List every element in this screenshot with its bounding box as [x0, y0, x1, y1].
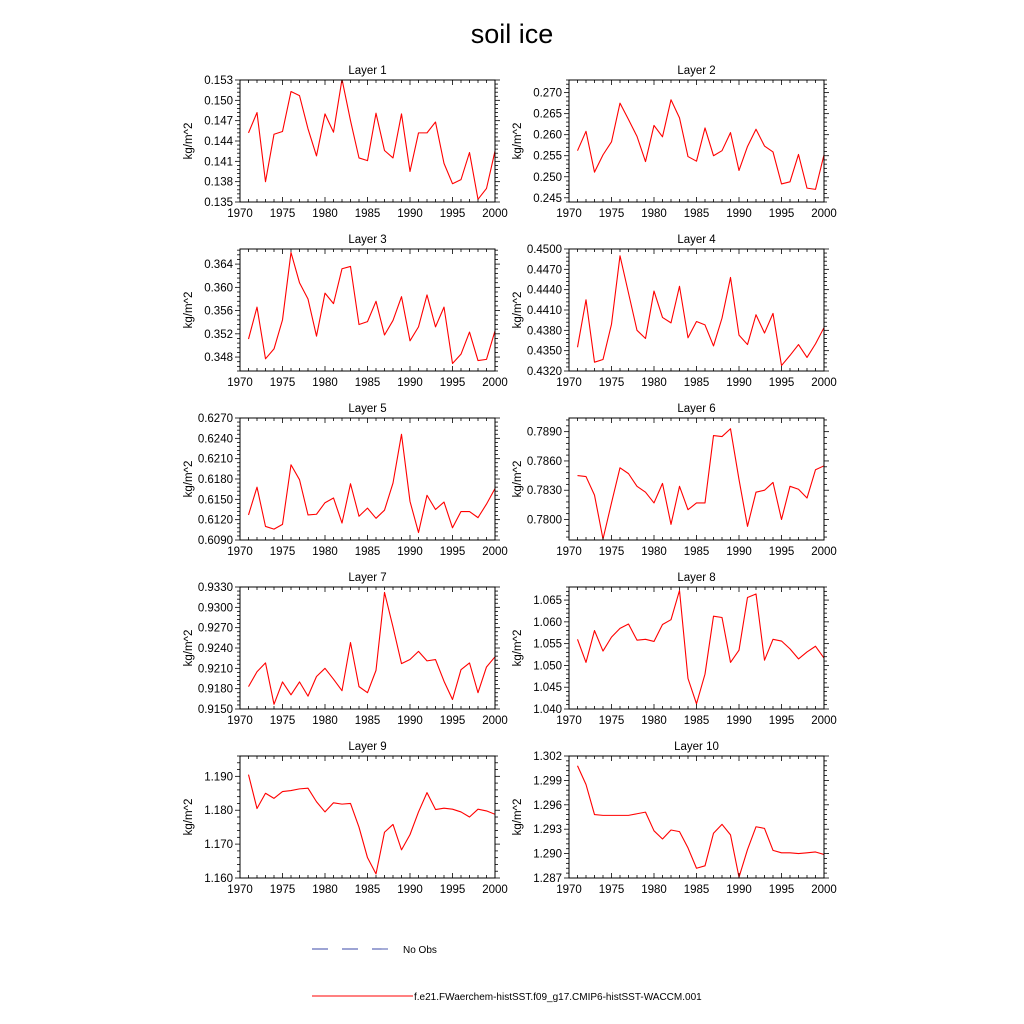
layer-8-xtick-label: 1980 — [641, 715, 667, 727]
layer-8-ytick-label: 1.065 — [533, 595, 562, 608]
layer-8-xtick-label: 1970 — [556, 715, 582, 727]
layer-10-xtick-label: 1970 — [556, 884, 582, 896]
layer-1-ytick-label: 0.138 — [204, 176, 233, 189]
layer-5-ylabel: kg/m^2 — [183, 460, 195, 498]
layer-5-xtick-label: 1970 — [227, 546, 253, 558]
layer-2-xtick-label: 1990 — [726, 208, 752, 220]
layer-1-xtick-label: 1975 — [269, 208, 296, 220]
layer-8-ytick-label: 1.040 — [533, 704, 562, 716]
layer-4-xtick-label: 1980 — [641, 377, 667, 389]
layer-3-ytick-label: 0.352 — [204, 328, 233, 341]
layer-3-xtick-label: 1980 — [312, 377, 338, 389]
layer-9-xtick-label: 1995 — [439, 884, 466, 896]
layer-3-xtick-label: 1985 — [354, 377, 381, 389]
layer-9-xtick-label: 2000 — [482, 884, 508, 896]
layer-1-ytick-label: 0.144 — [204, 136, 233, 148]
layer-8-xtick-label: 1985 — [683, 715, 710, 727]
layer-2-xtick-label: 1970 — [556, 208, 582, 220]
layer-3-xtick-label: 1970 — [227, 377, 253, 389]
layer-7-ytick-label: 0.9210 — [197, 663, 233, 676]
layer-5-ytick-label: 0.6210 — [197, 453, 233, 466]
layer-4-xtick-label: 1985 — [683, 377, 710, 389]
layer-10-ytick-label: 1.302 — [533, 751, 562, 763]
legend-model-label: f.e21.FWaerchem-histSST.f09_g17.CMIP6-histSST-WACCM.001 — [414, 992, 702, 1003]
layer-10-ytick-label: 1.296 — [533, 799, 562, 812]
layer-4-xtick-label: 1975 — [598, 377, 625, 389]
layer-10-xtick-label: 1985 — [683, 884, 710, 896]
layer-1-ylabel: kg/m^2 — [183, 122, 195, 160]
layer-6-ytick-label: 0.7830 — [526, 485, 562, 498]
layer-2-xtick-label: 1985 — [683, 208, 710, 220]
layer-9-xtick-label: 1985 — [354, 884, 381, 896]
layer-10-xtick-label: 2000 — [811, 884, 837, 896]
layer-5-ytick-label: 0.6270 — [197, 413, 233, 425]
layer-8-xtick-label: 2000 — [811, 715, 837, 727]
layer-2-ytick-label: 0.260 — [533, 129, 562, 142]
layer-4-xtick-label: 2000 — [811, 377, 837, 389]
layer-7-ytick-label: 0.9150 — [197, 704, 233, 716]
layer-7-ytick-label: 0.9180 — [197, 683, 233, 696]
layer-10-xtick-label: 1975 — [598, 884, 625, 896]
layer-10-ytick-label: 1.293 — [533, 824, 562, 837]
layer-1-ytick-label: 0.135 — [204, 197, 233, 209]
layer-8-ytick-label: 1.050 — [533, 660, 562, 673]
layer-6-ylabel: kg/m^2 — [512, 460, 524, 498]
layer-8-ytick-label: 1.055 — [533, 638, 562, 651]
layer-2-title: Layer 2 — [677, 65, 716, 77]
layer-1-ytick-label: 0.153 — [204, 75, 233, 87]
layer-3-ytick-label: 0.356 — [204, 305, 233, 318]
layer-4-ytick-label: 0.4320 — [526, 366, 562, 378]
layer-5-xtick-label: 1985 — [354, 546, 381, 558]
layer-10-xtick-label: 1990 — [726, 884, 752, 896]
layer-2-ytick-label: 0.250 — [533, 171, 562, 184]
layer-7-ytick-label: 0.9240 — [197, 643, 233, 655]
layer-1-xtick-label: 1980 — [312, 208, 338, 220]
layer-7-xtick-label: 1990 — [397, 715, 423, 727]
layer-10-ytick-label: 1.287 — [533, 873, 562, 885]
layer-8-xtick-label: 1995 — [768, 715, 795, 727]
layer-7-xtick-label: 1985 — [354, 715, 381, 727]
layer-2-xtick-label: 2000 — [811, 208, 837, 220]
layer-6-xtick-label: 2000 — [811, 546, 837, 558]
layer-4-xtick-label: 1990 — [726, 377, 752, 389]
layer-1-xtick-label: 1995 — [439, 208, 466, 220]
layer-1-xtick-label: 1990 — [397, 208, 423, 220]
layer-4-xtick-label: 1995 — [768, 377, 795, 389]
layer-3-xtick-label: 1990 — [397, 377, 423, 389]
layer-1-title: Layer 1 — [348, 65, 387, 77]
layer-9-ytick-label: 1.160 — [204, 873, 233, 885]
layer-8-ylabel: kg/m^2 — [512, 629, 524, 667]
layer-3-ylabel: kg/m^2 — [183, 291, 195, 329]
layer-3-ytick-label: 0.348 — [204, 352, 233, 365]
layer-9-ylabel: kg/m^2 — [183, 798, 195, 836]
layer-9-ytick-label: 1.180 — [204, 805, 233, 818]
layer-7-xtick-label: 1975 — [269, 715, 296, 727]
layer-7-ylabel: kg/m^2 — [183, 629, 195, 667]
layer-3-ytick-label: 0.360 — [204, 282, 233, 295]
layer-5-ytick-label: 0.6090 — [197, 535, 233, 547]
layer-3-xtick-label: 1975 — [269, 377, 296, 389]
layer-6-ytick-label: 0.7800 — [526, 514, 562, 527]
layer-4-ytick-label: 0.4470 — [526, 264, 562, 277]
layer-6-xtick-label: 1985 — [683, 546, 710, 558]
layer-8-ytick-label: 1.060 — [533, 616, 562, 629]
layer-4-ytick-label: 0.4380 — [526, 325, 562, 338]
layer-7-ytick-label: 0.9270 — [197, 622, 233, 635]
layer-4-ylabel: kg/m^2 — [512, 291, 524, 329]
layer-10-ytick-label: 1.299 — [533, 775, 562, 788]
layer-5-xtick-label: 1995 — [439, 546, 466, 558]
figure-title: soil ice — [470, 19, 554, 49]
layer-4-title: Layer 4 — [677, 234, 716, 246]
layer-2-ytick-label: 0.245 — [533, 192, 562, 205]
layer-1-xtick-label: 1985 — [354, 208, 381, 220]
layer-5-xtick-label: 2000 — [482, 546, 508, 558]
layer-10-title: Layer 10 — [674, 741, 719, 753]
layer-2-xtick-label: 1995 — [768, 208, 795, 220]
layer-3-xtick-label: 2000 — [482, 377, 508, 389]
layer-9-xtick-label: 1990 — [397, 884, 423, 896]
layer-9-ytick-label: 1.170 — [204, 839, 233, 852]
layer-8-title: Layer 8 — [677, 572, 716, 584]
layer-2-ytick-label: 0.255 — [533, 150, 562, 163]
layer-9-xtick-label: 1975 — [269, 884, 296, 896]
layer-2-ytick-label: 0.265 — [533, 108, 562, 121]
layer-8-ytick-label: 1.045 — [533, 682, 562, 695]
layer-2-xtick-label: 1980 — [641, 208, 667, 220]
layer-1-xtick-label: 2000 — [482, 208, 508, 220]
layer-1-xtick-label: 1970 — [227, 208, 253, 220]
layer-6-xtick-label: 1980 — [641, 546, 667, 558]
layer-6-xtick-label: 1970 — [556, 546, 582, 558]
layer-5-ytick-label: 0.6120 — [197, 514, 233, 527]
layer-4-ytick-label: 0.4350 — [526, 345, 562, 358]
layer-3-ytick-label: 0.364 — [204, 259, 233, 272]
layer-10-ytick-label: 1.290 — [533, 848, 562, 861]
layer-7-xtick-label: 1980 — [312, 715, 338, 727]
layer-10-xtick-label: 1980 — [641, 884, 667, 896]
layer-6-xtick-label: 1990 — [726, 546, 752, 558]
layer-1-ytick-label: 0.150 — [204, 95, 233, 108]
layer-2-xtick-label: 1975 — [598, 208, 625, 220]
layer-5-ytick-label: 0.6150 — [197, 494, 233, 507]
layer-4-ytick-label: 0.4500 — [526, 244, 562, 256]
layer-8-xtick-label: 1975 — [598, 715, 625, 727]
layer-3-xtick-label: 1995 — [439, 377, 466, 389]
layer-10-xtick-label: 1995 — [768, 884, 795, 896]
layer-9-ytick-label: 1.190 — [204, 771, 233, 784]
layer-10-ylabel: kg/m^2 — [512, 798, 524, 836]
layer-1-ytick-label: 0.141 — [204, 156, 233, 169]
layer-6-xtick-label: 1995 — [768, 546, 795, 558]
layer-7-ytick-label: 0.9330 — [197, 582, 233, 594]
layer-8-xtick-label: 1990 — [726, 715, 752, 727]
layer-7-xtick-label: 1970 — [227, 715, 253, 727]
layer-5-ytick-label: 0.6180 — [197, 474, 233, 486]
layer-5-xtick-label: 1975 — [269, 546, 296, 558]
layer-6-xtick-label: 1975 — [598, 546, 625, 558]
layer-5-ytick-label: 0.6240 — [197, 433, 233, 446]
layer-5-xtick-label: 1980 — [312, 546, 338, 558]
layer-6-ytick-label: 0.7860 — [526, 455, 562, 468]
layer-4-ytick-label: 0.4410 — [526, 305, 562, 317]
layer-7-title: Layer 7 — [348, 572, 387, 584]
layer-1-ytick-label: 0.147 — [204, 115, 233, 128]
layer-9-title: Layer 9 — [348, 741, 387, 753]
layer-7-xtick-label: 1995 — [439, 715, 466, 727]
layer-6-title: Layer 6 — [677, 403, 716, 415]
layer-3-title: Layer 3 — [348, 234, 387, 246]
layer-9-xtick-label: 1980 — [312, 884, 338, 896]
layer-4-ytick-label: 0.4440 — [526, 284, 562, 297]
layer-2-ytick-label: 0.270 — [533, 87, 562, 100]
layer-5-xtick-label: 1990 — [397, 546, 423, 558]
layer-9-xtick-label: 1970 — [227, 884, 253, 896]
layer-2-ylabel: kg/m^2 — [512, 122, 524, 160]
layer-6-ytick-label: 0.7890 — [526, 426, 562, 439]
layer-7-ytick-label: 0.9300 — [197, 602, 233, 615]
layer-5-title: Layer 5 — [348, 403, 387, 415]
layer-4-xtick-label: 1970 — [556, 377, 582, 389]
legend-no-obs-label: No Obs — [403, 945, 437, 956]
layer-7-xtick-label: 2000 — [482, 715, 508, 727]
